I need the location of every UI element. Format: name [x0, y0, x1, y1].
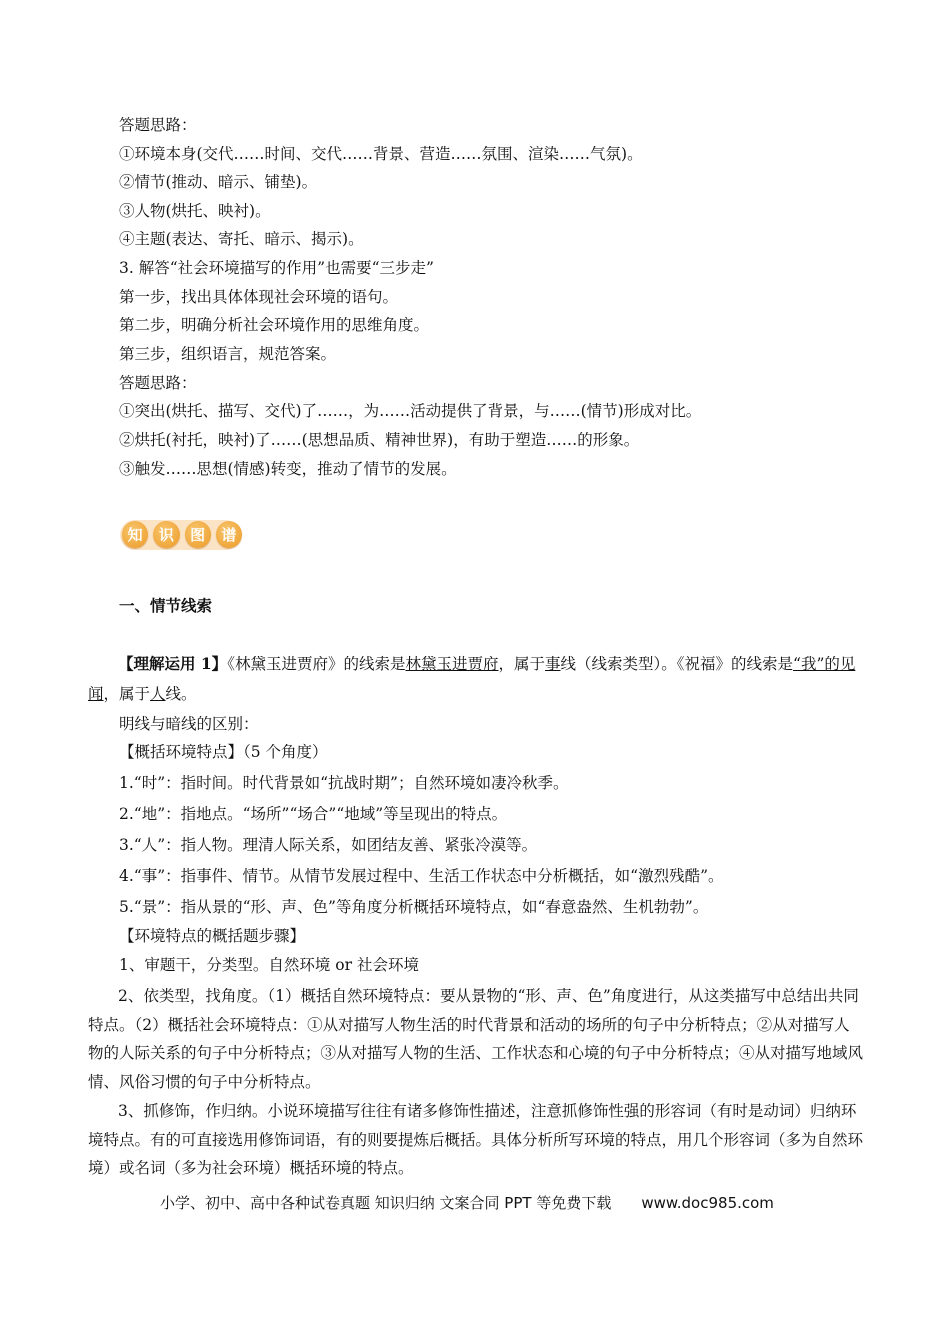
answer-approach-heading: 答题思路： [119, 116, 197, 134]
badge-char: 知 [122, 521, 148, 548]
application-text: 线（线索类型）。《祝福》的线索是 [560, 655, 794, 673]
approach-item-plot: ②情节(推动、暗示、铺垫)。 [119, 173, 318, 191]
steps-heading: 【环境特点的概括题步骤】 [119, 927, 306, 945]
footer [160, 1192, 774, 1213]
features-heading: 【概括环境特点】（5 个角度） [119, 743, 328, 761]
approach2-item-2: ②烘托(衬托，映衬)了……(思想品质、精神世界)，有助于塑造……的形象。 [119, 431, 640, 449]
clue-type-answer: 人 [150, 685, 166, 703]
step-three: 第三步，组织语言，规范答案。 [119, 345, 337, 363]
clue-answer: 林黛玉进贾府 [405, 655, 499, 673]
application-text: 《林黛玉进贾府》的线索是 [227, 655, 406, 673]
plot-clue-heading: 一、情节线索 [119, 597, 213, 615]
clue-answer: “我”的见闻 [88, 655, 856, 703]
step-two: 第二步，明确分析社会环境作用的思维角度。 [119, 316, 430, 334]
badge-char: 谱 [216, 521, 242, 548]
step-item-1: 1、审题干，分类型。自然环境 or 社会环境 [119, 956, 419, 974]
badge-char: 识 [153, 521, 179, 548]
social-environment-title: 3. 解答“社会环境描写的作用”也需要“三步走” [119, 259, 434, 277]
answer-approach-heading-2: 答题思路： [119, 374, 197, 392]
feature-item-people: 3.“人”：指人物。理清人际关系，如团结友善、紧张冷漠等。 [119, 836, 538, 854]
approach-item-character: ③人物(烘托、映衬)。 [119, 202, 271, 220]
application-text: ，属于 [498, 655, 545, 673]
distinction-text: 明线与暗线的区别： [119, 715, 259, 733]
application-label: 【理解运用 1】 [118, 654, 228, 673]
feature-item-scene: 5.“景”：指从景的“形、声、色”等角度分析概括环境特点，如“春意盎然、生机勃勃”。 [119, 898, 709, 916]
badge-char: 图 [185, 521, 211, 548]
footer-url[interactable]: www.doc985.com [641, 1194, 774, 1212]
feature-item-time: 1.“时”：指时间。时代背景如“抗战时期”；自然环境如凄冷秋季。 [119, 774, 569, 792]
footer-text: 小学、初中、高中各种试卷真题 知识归纳 文案合同 PPT 等免费下载 [160, 1194, 612, 1212]
approach2-item-1: ①突出(烘托、描写、交代)了……，为……活动提供了背景，与……(情节)形成对比。 [119, 402, 702, 420]
approach2-item-3: ③触发……思想(情感)转变，推动了情节的发展。 [119, 460, 457, 478]
step-item-2: 2、依类型，找角度。（1）概括自然环境特点：要从景物的“形、声、色”角度进行，从这类描写中总结出共同特点。（2）概括社会环境特点：①从对描写人物生活的时代背景和活动的场所的句子中分析特点；②从对描写人物的人际关系的句子中分析特点；③从对描写人物的生活、工作状态和心境的句子中分析特点；④从对描写地域风情、风俗习惯的句子中分析特点。 [88, 987, 864, 1091]
approach-item-environment: ①环境本身(交代……时间、交代……背景、营造……氛围、渲染……气氛)。 [119, 145, 643, 163]
approach-item-theme: ④主题(表达、寄托、暗示、揭示)。 [119, 230, 364, 248]
step-one: 第一步，找出具体体现社会环境的语句。 [119, 288, 399, 306]
application-paragraph [88, 649, 864, 709]
knowledge-map-badge [120, 515, 242, 553]
step-item-3: 3、抓修饰，作归纳。小说环境描写往往有诸多修饰性描述，注意抓修饰性强的形容词（有时是动词）归纳环境特点。有的可直接选用修饰词语，有的则要提炼后概括。具体分析所写环境的特点，用几个形容词（多为自然环境）或名词（多为社会环境）概括环境的特点。 [88, 1102, 864, 1177]
application-text: 线。 [165, 685, 197, 703]
feature-item-event: 4.“事”：指事件、情节。从情节发展过程中、生活工作状态中分析概括，如“激烈残酷”。 [119, 867, 724, 885]
clue-type-answer: 事 [544, 655, 561, 673]
feature-item-place: 2.“地”：指地点。“场所”“场合”“地域”等呈现出的特点。 [119, 805, 508, 823]
application-text: ，属于 [103, 685, 151, 703]
